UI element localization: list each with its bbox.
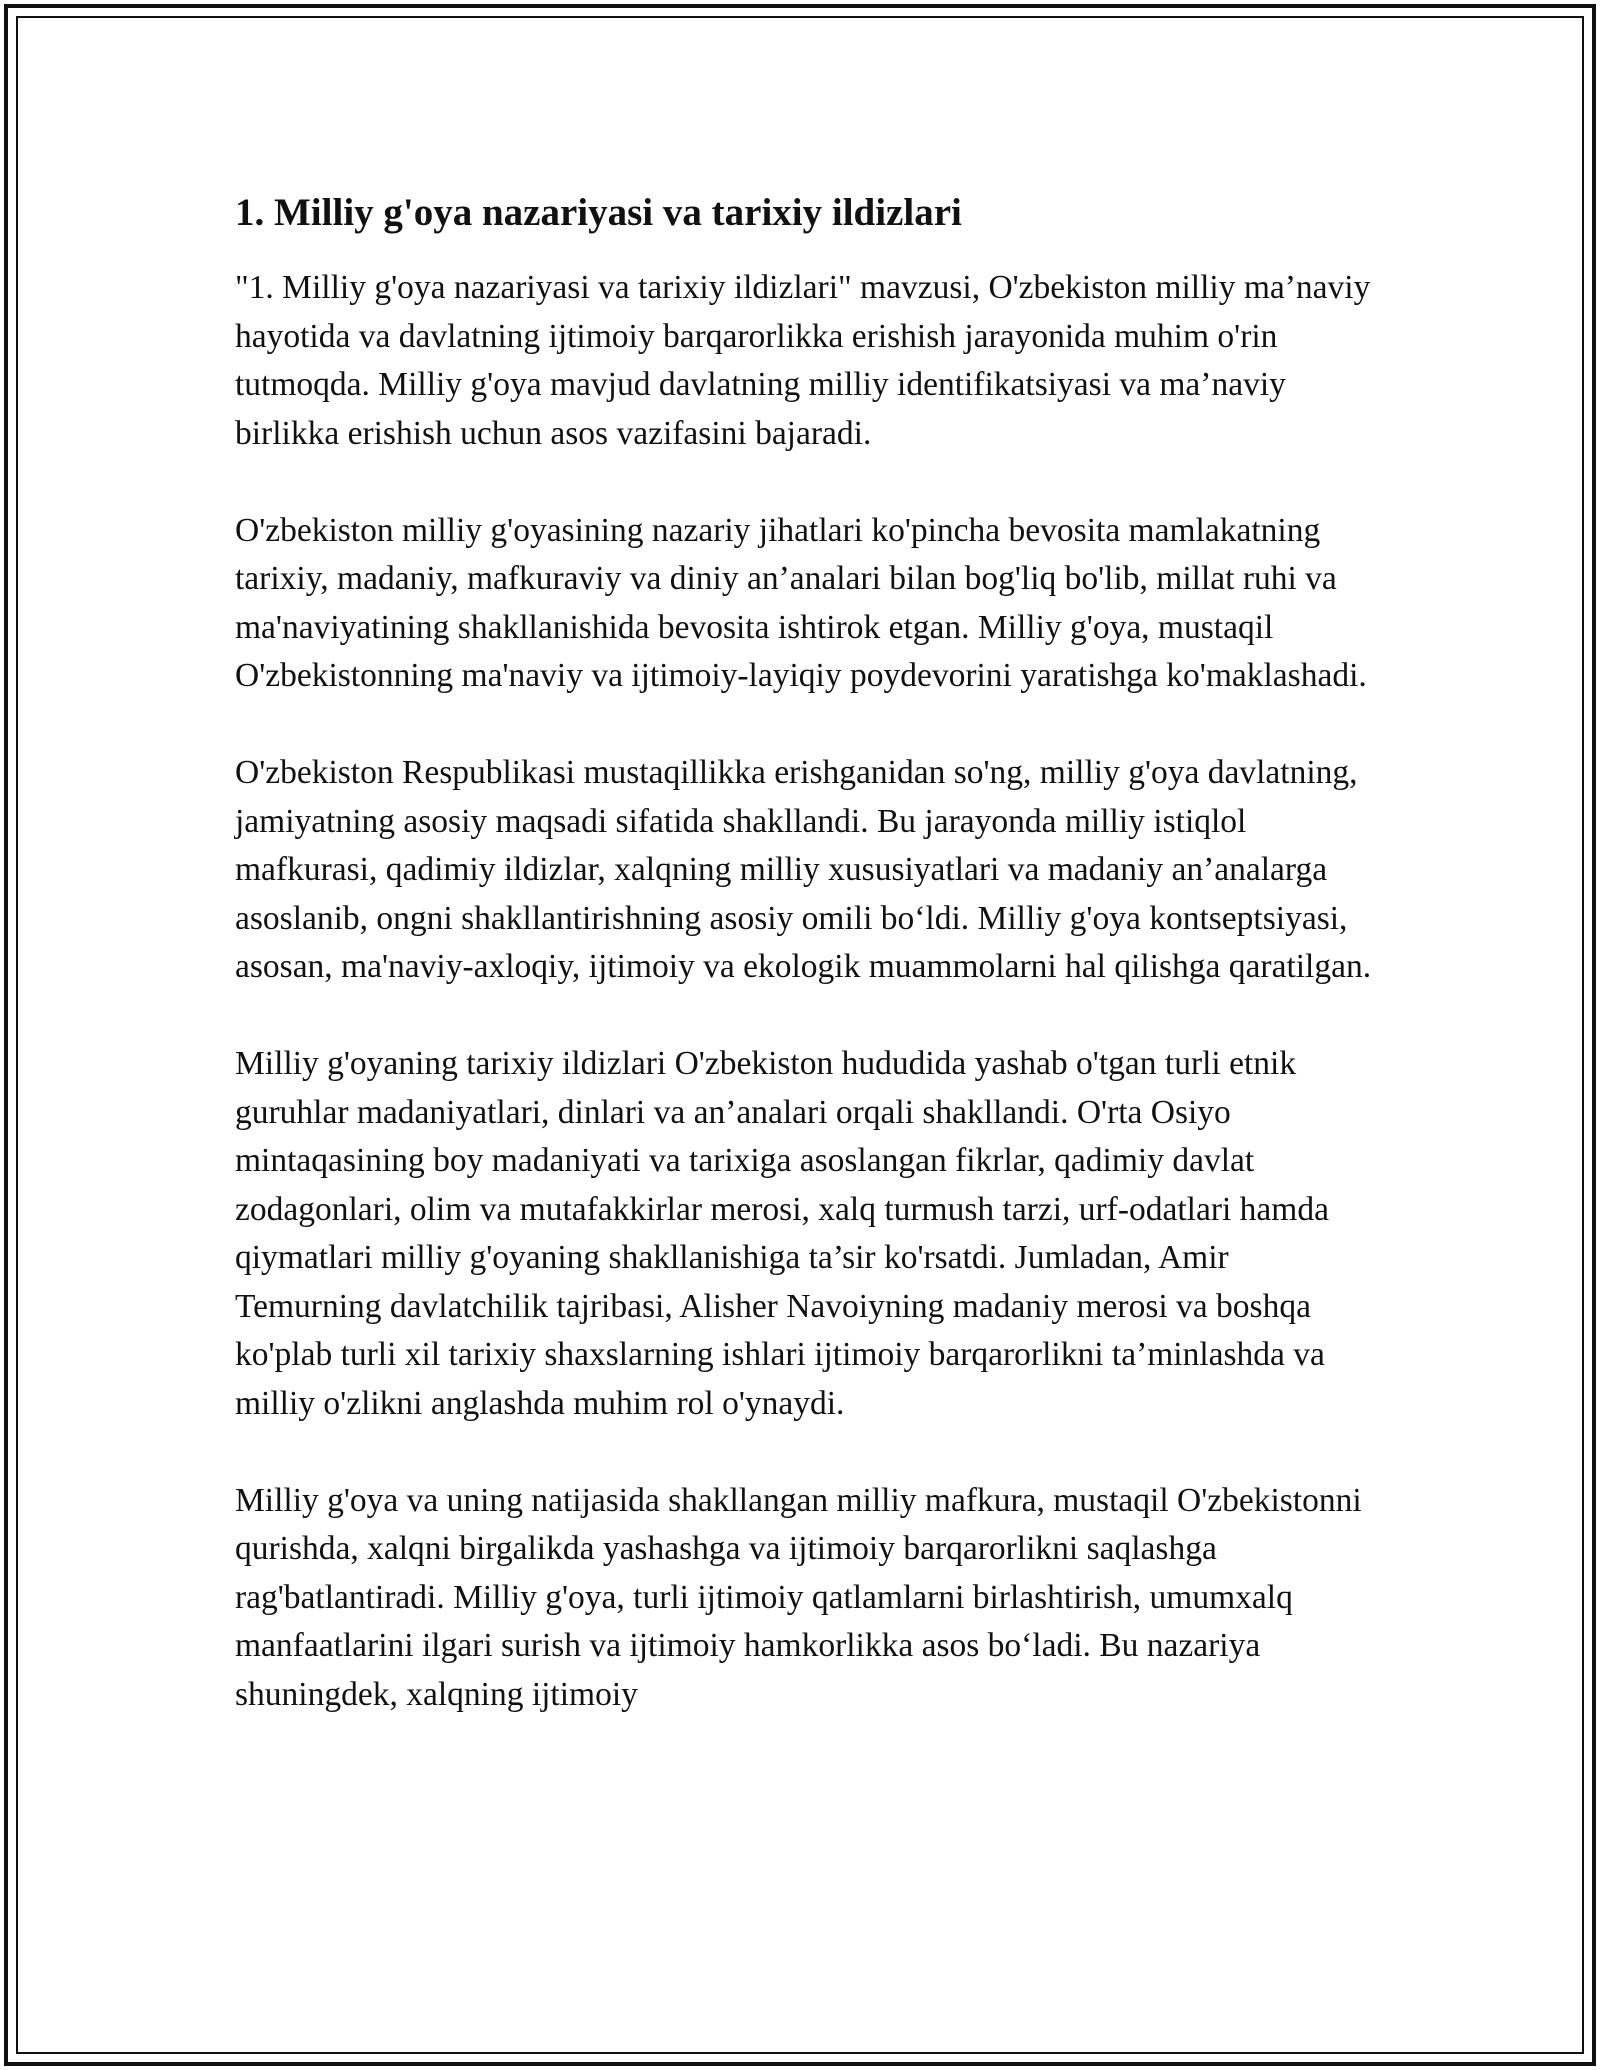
paragraph-1: "1. Milliy g'oya nazariyasi va tarixiy ildizlari" mavzusi, O'zbekiston milliy ma’naviy hayotida va davlatning ijtimoiy barqarorlikka erishish jarayonida muhim o'rin tutmoqda. Milliy g'oya mavjud davlatning milliy identifikatsiyasi va ma’naviy birlikka erishish uchun asos vazifasini bajaradi. xyxy=(235,269,1371,452)
paragraph-4: Milliy g'oyaning tarixiy ildizlari O'zbekiston hududida yashab o'tgan turli etnik guruhlar madaniyatlari, dinlari va an’analari orqali shakllandi. O'rta Osiyo mintaqasining boy madaniyati va tarixiga asoslangan fikrlar, qadimiy davlat zodagonlari, olim va mutafakkirlar merosi, xalq turmush tarzi, urf-odatlari hamda qiymatlari milliy g'oyaning shakllanishiga ta’sir ko'rsatdi. Jumladan, Amir Temurning davlatchilik tajribasi, Alisher Navoiyning madaniy merosi va boshqa ko'plab turli xil tarixiy shaxslarning ishlari ijtimoiy barqarorlikni ta’minlashda va milliy o'zlikni anglashda muhim rol o'ynaydi. xyxy=(235,1045,1329,1422)
document-body xyxy=(235,188,1375,1768)
paragraph-3: O'zbekiston Respublikasi mustaqillikka erishganidan so'ng, milliy g'oya davlatning, jamiyatning asosiy maqsadi sifatida shakllandi. Bu jarayonda milliy istiqlol mafkurasi, qadimiy ildizlar, xalqning milliy xususiyatlari va madaniy an’analarga asoslanib, ongni shakllantirishning asosiy omili bo‘ldi. Milliy g'oya kontseptsiyasi, asosan, ma'naviy-axloqiy, ijtimoiy va ekologik muammolarni hal qilishga qaratilgan. xyxy=(235,754,1372,985)
paragraph-2: O'zbekiston milliy g'oyasining nazariy jihatlari ko'pincha bevosita mamlakatning tarixiy, madaniy, mafkuraviy va diniy an’analari bilan bog'liq bo'lib, millat ruhi va ma'naviyatining shakllanishida bevosita ishtirok etgan. Milliy g'oya, mustaqil O'zbekistonning ma'naviy va ijtimoiy-layiqiy poydevorini yaratishga ko'maklashadi. xyxy=(235,511,1367,694)
paragraph-5: Milliy g'oya va uning natijasida shakllangan milliy mafkura, mustaqil O'zbekistonni qurishda, xalqni birgalikda yashashga va ijtimoiy barqarorlikni saqlashga rag'batlantiradi. Milliy g'oya, turli ijtimoiy qatlamlarni birlashtirish, umumxalq manfaatlarini ilgari surish va ijtimoiy hamkorlikka asos bo‘ladi. Bu nazariya shuningdek, xalqning ijtimoiy xyxy=(235,1481,1362,1713)
section-heading: 1. Milliy g'oya nazariyasi va tarixiy ildizlari xyxy=(235,191,962,234)
